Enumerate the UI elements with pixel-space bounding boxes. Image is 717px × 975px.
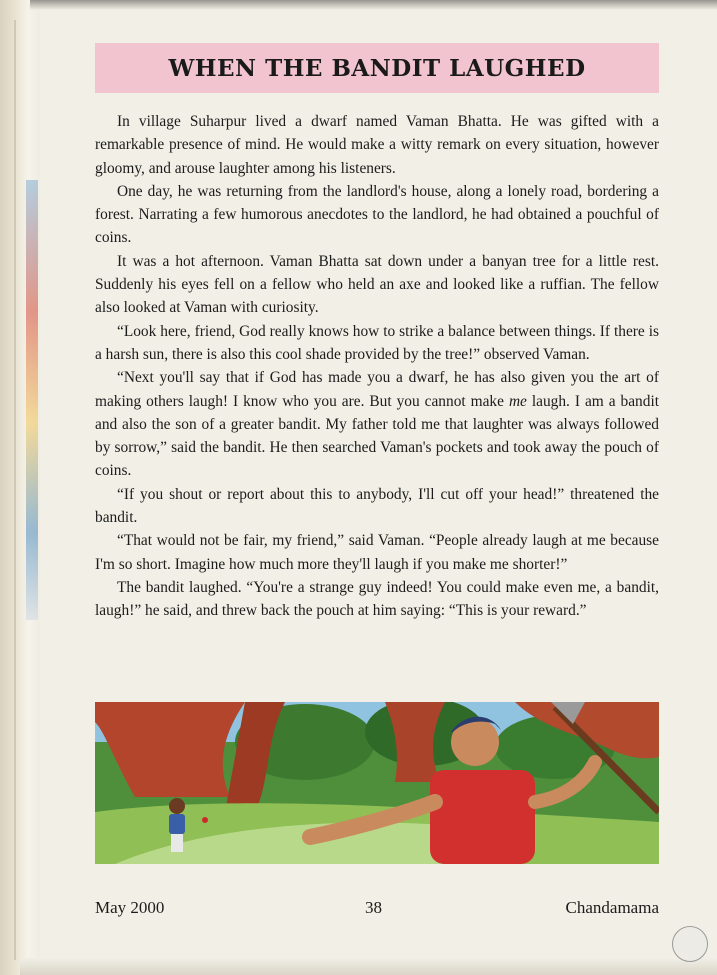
story-title: WHEN THE BANDIT LAUGHED: [168, 54, 586, 82]
corner-stamp-icon: [672, 926, 708, 962]
paragraph-7: “That would not be fair, my friend,” said Vaman. “People already laugh at me because I'm so short. Imagine how much more they'll laugh if you make me shorter!”: [95, 532, 659, 573]
illustration-drawing: [95, 702, 659, 864]
paragraph-1: In village Suharpur lived a dwarf named Vaman Bhatta. He was gifted with a remarkable presence of mind. He would make a witty remark on every situation, however gloomy, and arouse laughter among his listeners.: [95, 113, 659, 177]
paragraph-5-end: laugh. I am a bandit and also the son of a greater bandit. My father told me that laughter was always followed by sorrow,” said the bandit. He then searched Vaman's pockets and took away the pouch of coins.: [95, 392, 659, 480]
story-illustration: [95, 702, 659, 864]
paragraph-5-emphasis: me: [508, 392, 527, 410]
dwarf-head: [169, 798, 185, 814]
issue-date: May 2000: [95, 898, 165, 917]
paragraph-2: One day, he was returning from the landlord's house, along a lonely road, bordering a forest. Narrating a few humorous anecdotes to the landlord, he had obtained a pouchful of coins.: [95, 182, 659, 247]
paragraph-5-start: “Next you'll say that if God has made you a dwarf, he has also given you the art of making others laugh! I know who you are. But you cannot make: [95, 369, 659, 410]
paragraph-5: [95, 366, 659, 482]
dwarf-body: [169, 814, 185, 834]
coin-pouch: [202, 817, 208, 823]
paragraph-4: “Look here, friend, God really knows how to strike a balance between things. If there is a harsh sun, there is also this cool shade provided by the tree!” observed Vaman.: [95, 322, 659, 363]
bottom-edge-shadow: [20, 958, 717, 975]
page-footer: [95, 898, 659, 920]
bandit-shirt: [430, 770, 535, 864]
title-band: [95, 43, 659, 93]
paragraph-8: The bandit laughed. “You're a strange guy indeed! You could make even me, a bandit, laugh!” he said, and threw back the pouch at him saying: “This is your reward.”: [95, 578, 659, 620]
top-edge-shadow: [30, 0, 717, 10]
story-body: [95, 110, 659, 623]
paragraph-6: “If you shout or report about this to anybody, I'll cut off your head!” threatened the bandit.: [95, 485, 659, 527]
binding-fold-line: [14, 20, 16, 960]
magazine-name: Chandamama: [565, 898, 659, 917]
dwarf-dhoti: [171, 834, 183, 852]
page-number: 38: [365, 898, 382, 917]
paragraph-3: It was a hot afternoon. Vaman Bhatta sat down under a banyan tree for a little rest. Suddenly his eyes fell on a fellow who held an axe and looked like a ruffian. The fellow also looked at Vaman with curiosity.: [95, 252, 659, 317]
adjacent-page-edge: [26, 180, 38, 620]
